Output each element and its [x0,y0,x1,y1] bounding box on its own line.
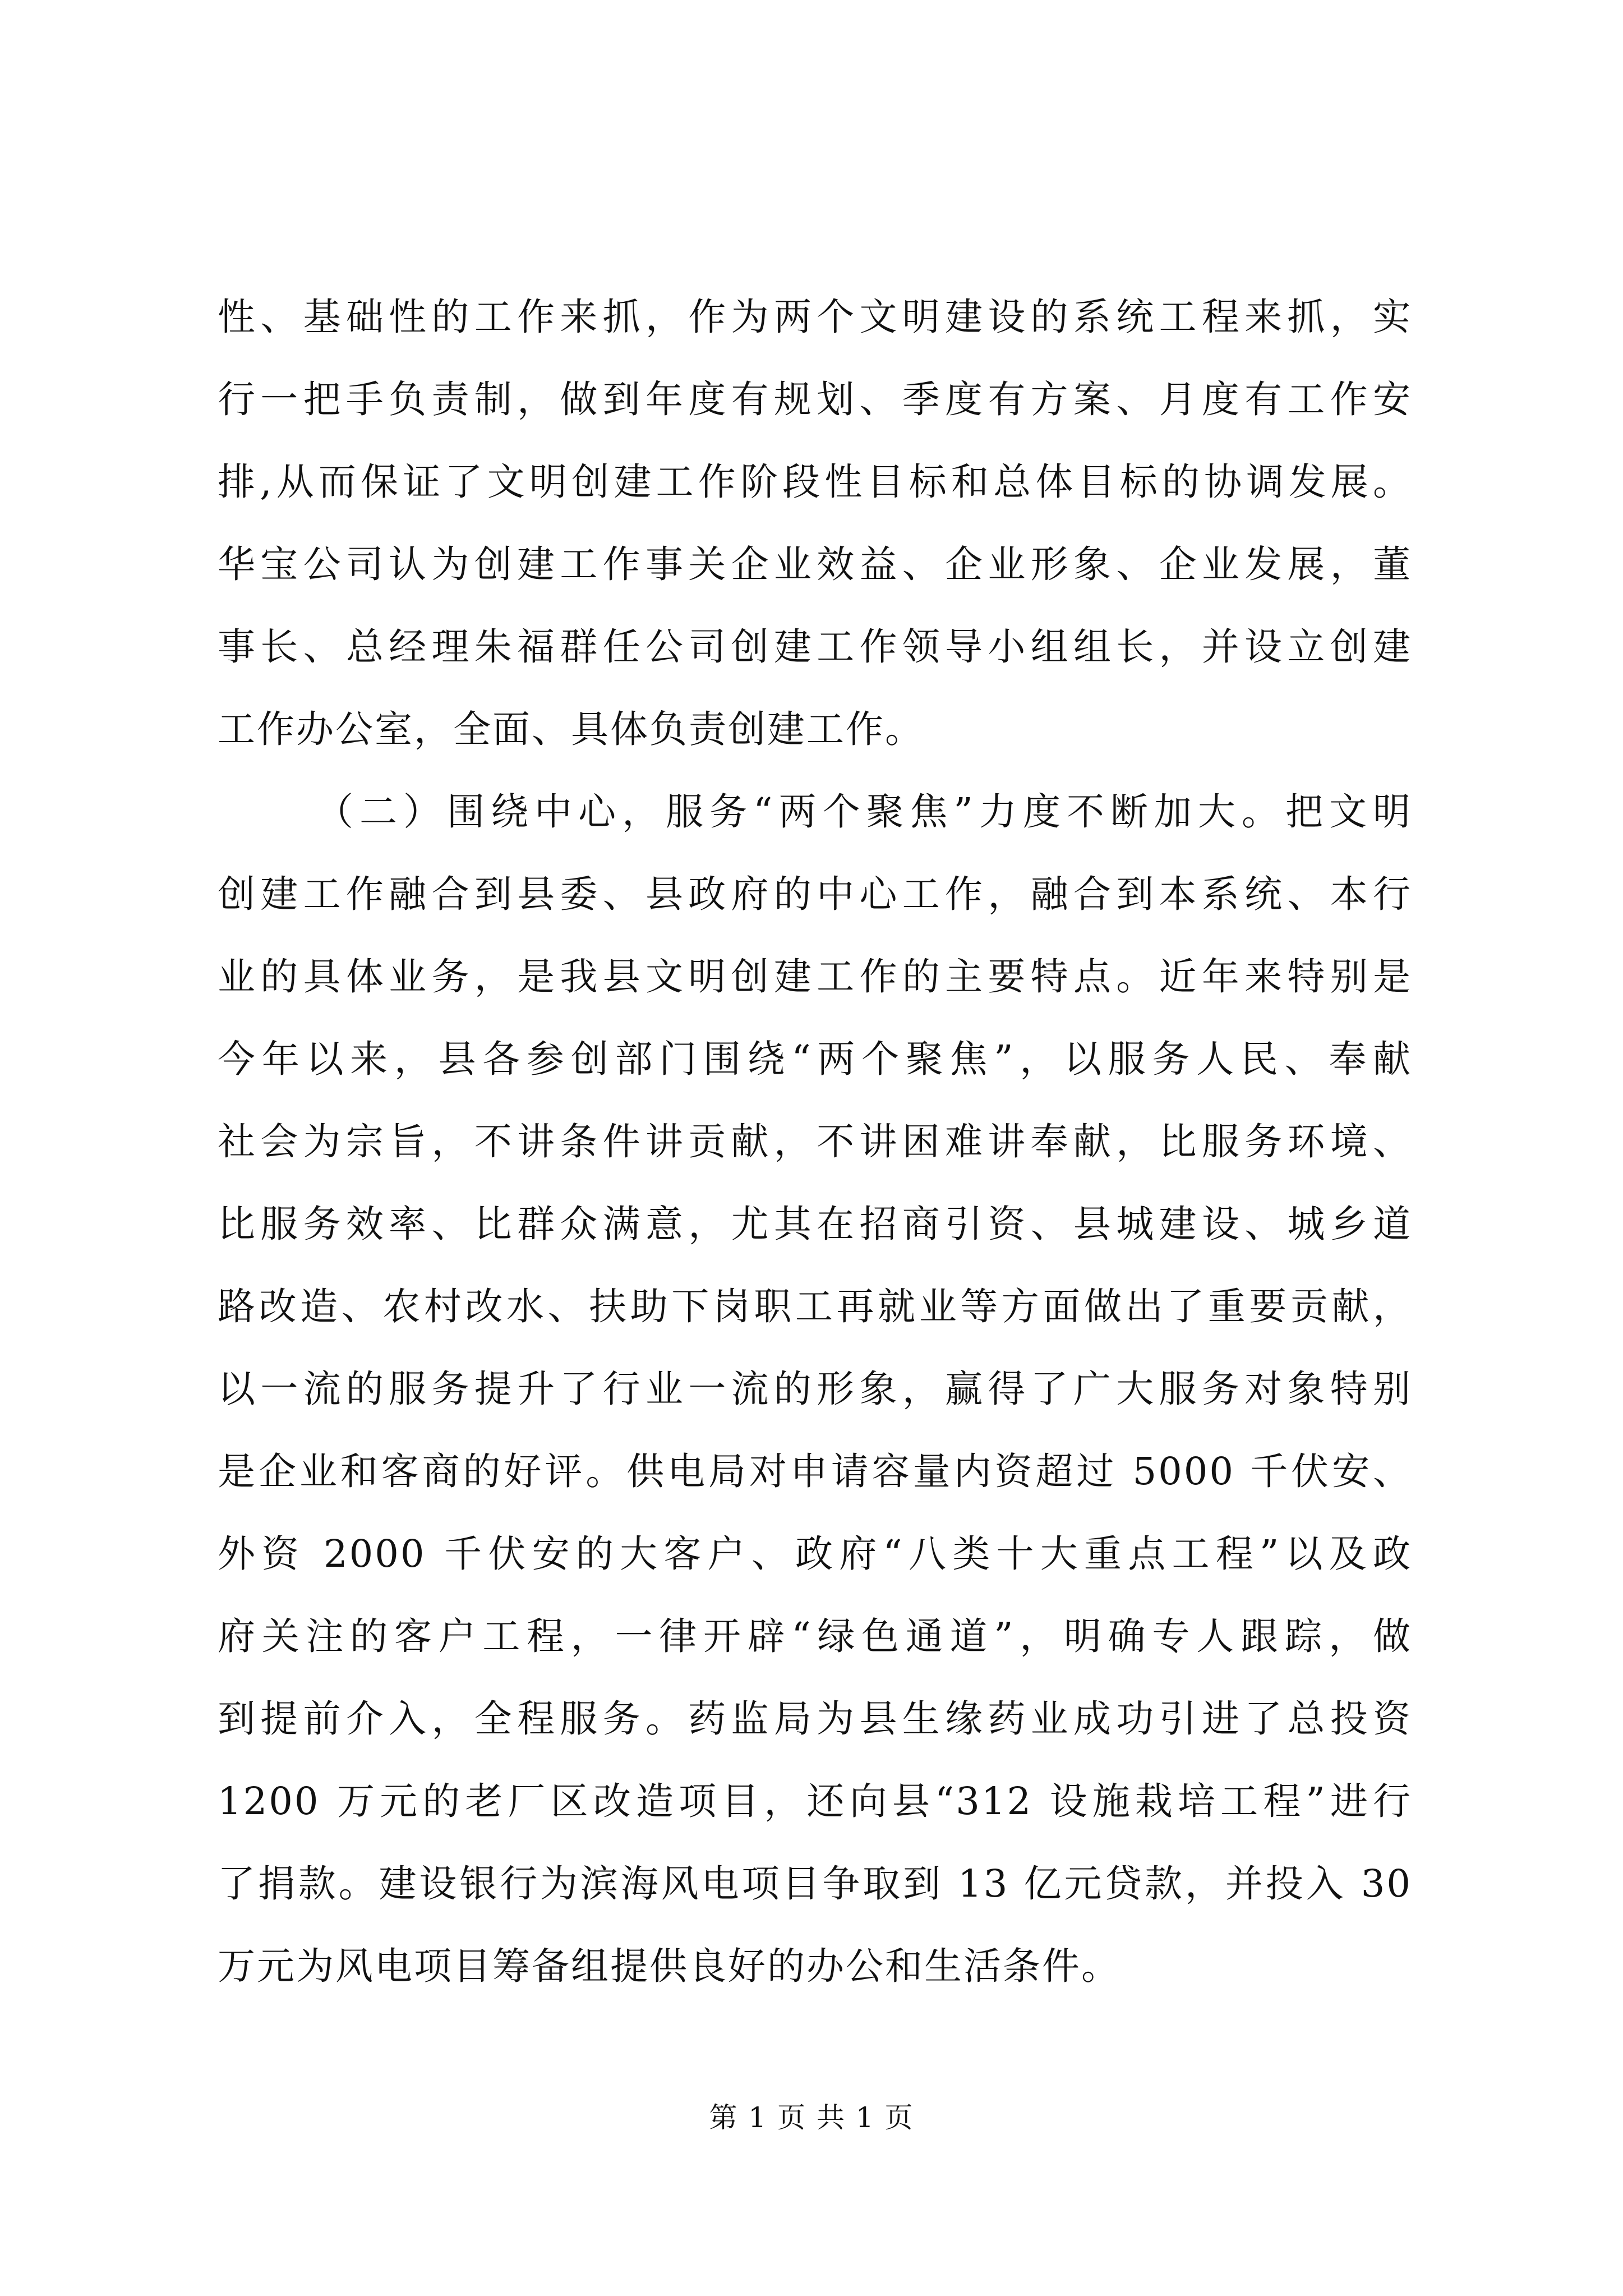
page-number-footer: 第 1 页 共 1 页 [709,2101,914,2134]
text-line: 今年以来，县各参创部门围绕“两个聚焦”，以服务人民、奉献 [218,1037,1412,1081]
text-line-paragraph-end: 工作办公室，全面、具体负责创建工作。 [218,707,924,751]
text-line: 华宝公司认为创建工作事关企业效益、企业形象、企业发展，董 [218,542,1412,586]
text-line: 行一把手负责制，做到年度有规划、季度有方案、月度有工作安 [218,378,1412,421]
text-line: 了捐款。建设银行为滨海风电项目争取到 13 亿元贷款，并投入 30 [218,1862,1412,1906]
text-line: 创建工作融合到县委、县政府的中心工作，融合到本系统、本行 [218,872,1412,916]
body-text [218,276,1412,2008]
text-line: 到提前介入，全程服务。药监局为县生缘药业成功引进了总投资 [218,1697,1412,1741]
text-line-paragraph-end: 万元为风电项目筹备组提供良好的办公和生活条件。 [218,1944,1121,1988]
text-line: 府关注的客户工程，一律开辟“绿色通道”，明确专人跟踪，做 [218,1614,1412,1658]
text-line: 路改造、农村改水、扶助下岗职工再就业等方面做出了重要贡献， [218,1285,1412,1328]
text-line: 性、基础性的工作来抓，作为两个文明建设的系统工程来抓，实 [218,295,1412,339]
text-line: 比服务效率、比群众满意，尤其在招商引资、县城建设、城乡道 [218,1202,1412,1246]
text-line: 社会为宗旨，不讲条件讲贡献，不讲困难讲奉献，比服务环境、 [218,1120,1412,1163]
text-line: 1200 万元的老厂区改造项目，还向县“312 设施栽培工程”进行 [218,1779,1412,1823]
text-line: 排,从而保证了文明创建工作阶段性目标和总体目标的协调发展。 [218,460,1412,504]
text-line: 事长、总经理朱福群任公司创建工作领导小组组长，并设立创建 [218,625,1412,669]
text-line: 以一流的服务提升了行业一流的形象，赢得了广大服务对象特别 [218,1367,1412,1411]
text-line: 外资 2000 千伏安的大客户、政府“八类十大重点工程”以及政 [218,1532,1412,1576]
text-line: 是企业和客商的好评。供电局对申请容量内资超过 5000 千伏安、 [218,1450,1412,1493]
section-heading-line: （二）围绕中心，服务“两个聚焦”力度不断加大。把文明 [316,790,1412,834]
text-line: 业的具体业务，是我县文明创建工作的主要特点。近年来特别是 [218,955,1412,999]
